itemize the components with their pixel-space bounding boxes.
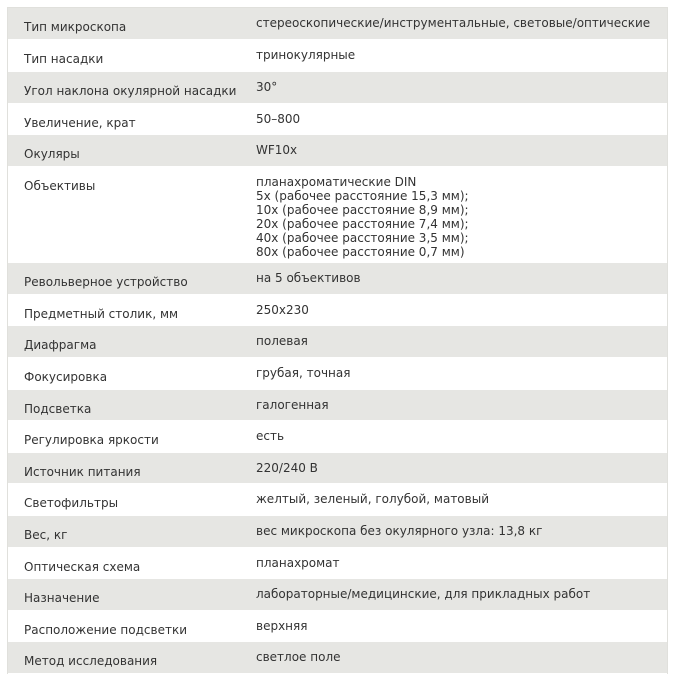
row-value: тринокулярные bbox=[256, 39, 667, 71]
row-label: Угол наклона окулярной насадки bbox=[8, 71, 256, 103]
row-label: Метод исследования bbox=[8, 641, 256, 673]
row-value: 220/240 В bbox=[256, 452, 667, 483]
spec-table bbox=[8, 8, 667, 674]
row-label: Окуляры bbox=[8, 134, 256, 166]
row-value: планахроматические DIN 5x (рабочее расстояние 15,3 мм); 10x (рабочее расстояние 8,9 мм); 20x (рабочее расстояние 7,4 мм); 40x (рабочее расстояние 3,5 мм); 80x (рабочее расстояние 0,7 мм) bbox=[256, 166, 667, 262]
row-label: Расположение подсветки bbox=[8, 610, 256, 641]
row-value: желтый, зеленый, голубой, матовый bbox=[256, 483, 667, 515]
table-row bbox=[8, 325, 667, 357]
row-value: светлое поле bbox=[256, 641, 667, 673]
row-label: Увеличение, крат bbox=[8, 103, 256, 134]
row-value: 50–800 bbox=[256, 103, 667, 134]
table-row bbox=[8, 389, 667, 420]
table-row bbox=[8, 452, 667, 483]
table-row bbox=[8, 578, 667, 610]
row-value: планахромат bbox=[256, 547, 667, 578]
row-value: полевая bbox=[256, 325, 667, 357]
table-row bbox=[8, 8, 667, 39]
row-label: Диафрагма bbox=[8, 325, 256, 357]
row-value: на 5 объективов bbox=[256, 262, 667, 294]
row-label: Регулировка яркости bbox=[8, 420, 256, 452]
row-label: Револьверное устройство bbox=[8, 262, 256, 294]
row-label: Фокусировка bbox=[8, 357, 256, 389]
row-label: Подсветка bbox=[8, 389, 256, 420]
table-row bbox=[8, 420, 667, 452]
table-row bbox=[8, 641, 667, 673]
table-row bbox=[8, 483, 667, 515]
row-label: Источник питания bbox=[8, 452, 256, 483]
spec-table-frame bbox=[7, 7, 668, 674]
row-label: Вес, кг bbox=[8, 515, 256, 547]
row-value: 250x230 bbox=[256, 294, 667, 325]
row-value: 30° bbox=[256, 71, 667, 103]
table-row bbox=[8, 515, 667, 547]
row-label: Назначение bbox=[8, 578, 256, 610]
row-value: галогенная bbox=[256, 389, 667, 420]
row-label: Светофильтры bbox=[8, 483, 256, 515]
table-row bbox=[8, 547, 667, 578]
row-label: Предметный столик, мм bbox=[8, 294, 256, 325]
row-value: WF10x bbox=[256, 134, 667, 166]
row-value: верхняя bbox=[256, 610, 667, 641]
table-row bbox=[8, 134, 667, 166]
table-row bbox=[8, 294, 667, 325]
table-row bbox=[8, 71, 667, 103]
table-row bbox=[8, 262, 667, 294]
table-row bbox=[8, 166, 667, 262]
row-value: лабораторные/медицинские, для прикладных работ bbox=[256, 578, 667, 610]
table-row bbox=[8, 610, 667, 641]
table-row bbox=[8, 357, 667, 389]
row-label: Объективы bbox=[8, 166, 256, 262]
row-label: Тип микроскопа bbox=[8, 8, 256, 39]
table-row bbox=[8, 103, 667, 134]
row-label: Тип насадки bbox=[8, 39, 256, 71]
row-value: грубая, точная bbox=[256, 357, 667, 389]
row-value: стереоскопические/инструментальные, световые/оптические bbox=[256, 8, 667, 39]
table-row bbox=[8, 39, 667, 71]
row-value: вес микроскопа без окулярного узла: 13,8 кг bbox=[256, 515, 667, 547]
row-label: Оптическая схема bbox=[8, 547, 256, 578]
row-value: есть bbox=[256, 420, 667, 452]
